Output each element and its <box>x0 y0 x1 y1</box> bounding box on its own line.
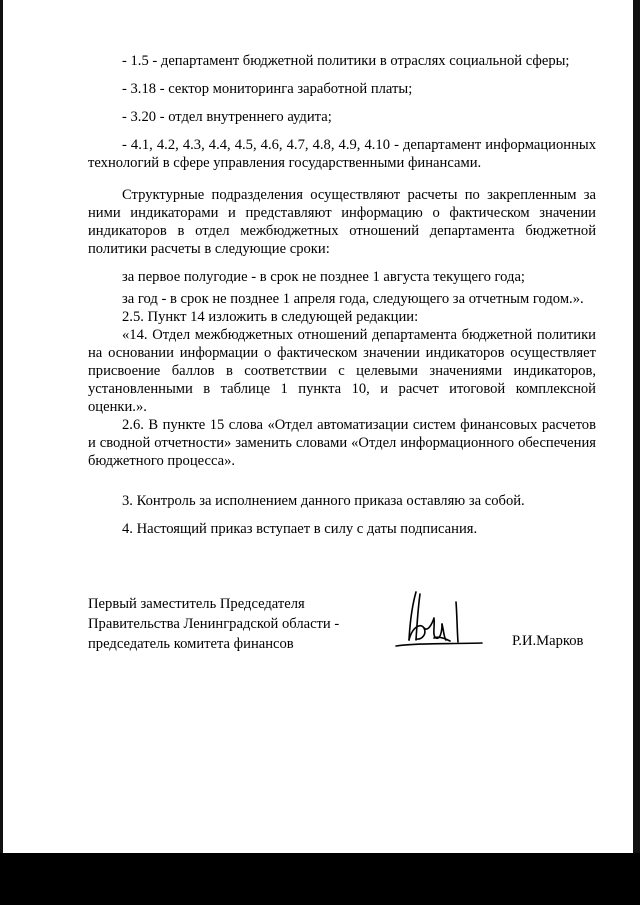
list-item: - 3.18 - сектор мониторинга заработной платы; <box>122 81 413 97</box>
scan-border-left <box>0 0 3 905</box>
signatory-title-line: Правительства Ленинградской области - <box>88 616 340 632</box>
item-4: 4. Настоящий приказ вступает в силу с даты подписания. <box>122 521 478 537</box>
signatory-title-line: председатель комитета финансов <box>88 636 294 652</box>
deadline-year: за год - в срок не позднее 1 апреля года, следующего за отчетным годом.». <box>122 291 584 307</box>
deadline-half-year: за первое полугодие - в срок не позднее 1 августа текущего года; <box>122 269 525 285</box>
scan-border-bottom <box>0 853 640 905</box>
signatory-title <box>88 594 388 654</box>
item-3: 3. Контроль за исполнением данного приказа оставляю за собой. <box>122 493 525 509</box>
handwritten-signature <box>394 588 486 650</box>
paragraph-structural-units: Структурные подразделения осуществляют расчеты по закрепленным за ними индикаторами и представляют информацию о фактическом значении индикаторов в отдел межбюджетных отношений департамента бюджетной политики расчеты в следующие сроки: <box>88 187 596 257</box>
item-2-5: 2.5. Пункт 14 изложить в следующей редакции: <box>122 309 419 325</box>
signatory-name: Р.И.Марков <box>512 633 584 649</box>
list-item: - 1.5 - департамент бюджетной политики в отраслях социальной сферы; <box>122 53 570 69</box>
document-body <box>88 52 596 538</box>
item-14-text: «14. Отдел межбюджетных отношений департамента бюджетной политики на основании информации о фактическом значении индикаторов осуществляет присвоение баллов в соответствии с целевыми значениями индикаторов, установленными в таблице 1 пункта 10, и расчет итоговой комплексной оценки.». <box>88 327 596 415</box>
list-item: - 4.1, 4.2, 4.3, 4.4, 4.5, 4.6, 4.7, 4.8, 4.9, 4.10 - департамент информационных технологий в сфере управления государственными финансами. <box>88 137 596 171</box>
item-2-6: 2.6. В пункте 15 слова «Отдел автоматизации систем финансовых расчетов и сводной отчетности» заменить словами «Отдел информационного обеспечения бюджетного процесса». <box>88 417 596 469</box>
list-item: - 3.20 - отдел внутреннего аудита; <box>122 109 332 125</box>
scan-border-right <box>633 0 640 905</box>
signatory-title-line: Первый заместитель Председателя <box>88 596 305 612</box>
